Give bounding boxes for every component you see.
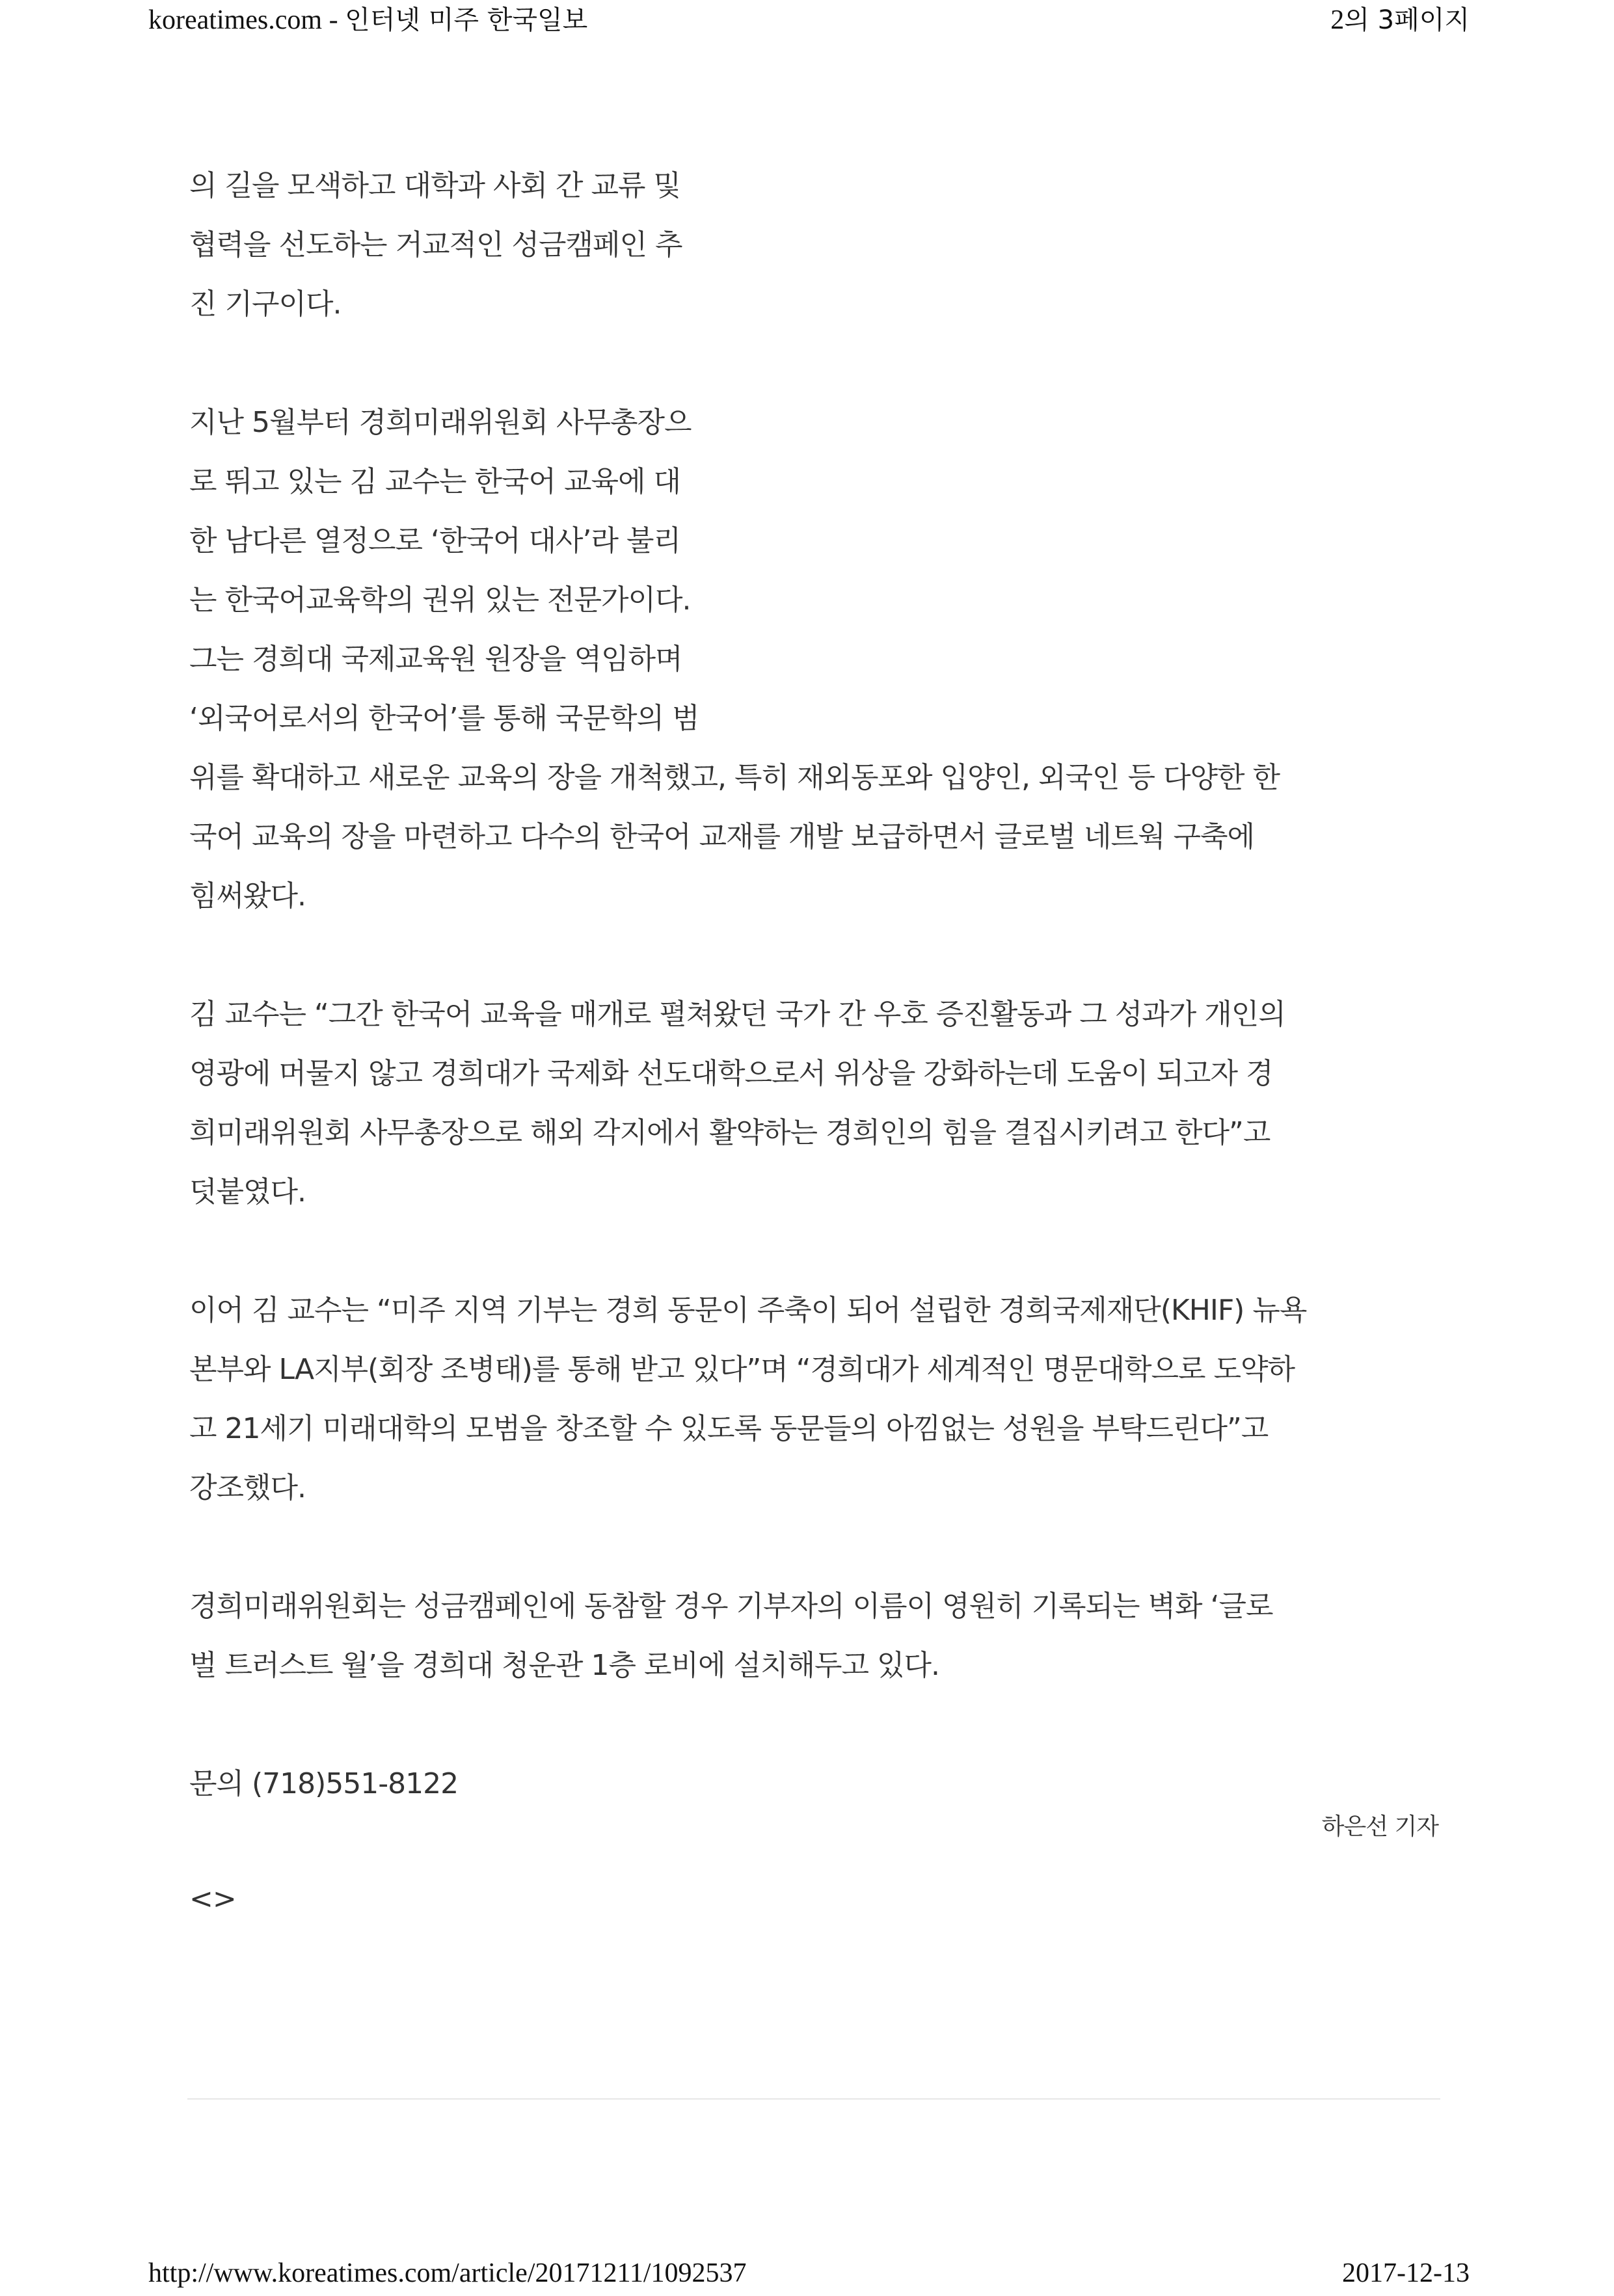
- paragraph-line: 지난 5월부터 경희미래위원회 사무총장으: [189, 406, 692, 439]
- paragraph-5: [189, 1577, 1438, 1695]
- footer-date: 2017-12-13: [1342, 2258, 1470, 2288]
- paragraph-line: 경희미래위원회는 성금캠페인에 동참할 경우 기부자의 이름이 영원히 기록되는 벽화 ‘글로: [189, 1590, 1273, 1623]
- paragraph-line: 그는 경희대 국제교육원 원장을 역임하며: [189, 643, 682, 676]
- header-site-korean: 인터넷 미주 한국일보: [345, 5, 588, 35]
- paragraph-line: 김 교수는 “그간 한국어 교육을 매개로 펼쳐왔던 국가 간 우호 증진활동과 그 성과가 개인의: [189, 998, 1285, 1031]
- paragraph-4: [189, 1281, 1438, 1517]
- paragraph-line: 본부와 LA지부(회장 조병태)를 통해 받고 있다”며 “경희대가 세계적인 명문대학으로 도약하: [189, 1353, 1295, 1386]
- paragraph-line: 의 길을 모색하고 대학과 사회 간 교류 및: [189, 169, 680, 202]
- paragraph-line: 한 남다른 열정으로 ‘한국어 대사’라 불리: [189, 524, 680, 557]
- paragraph-line: 희미래위원회 사무총장으로 해외 각지에서 활약하는 경희인의 힘을 결집시키려고 한다”고: [189, 1116, 1271, 1149]
- paragraph-line: 로 뛰고 있는 김 교수는 한국어 교육에 대: [189, 465, 680, 498]
- divider: [187, 2098, 1440, 2100]
- paragraph-line: 협력을 선도하는 거교적인 성금캠페인 추: [189, 228, 682, 261]
- paragraph-line: 는 한국어교육학의 권위 있는 전문가이다.: [189, 583, 691, 617]
- paragraph-line: 고 21세기 미래대학의 모범을 창조할 수 있도록 동문들의 아낌없는 성원을 부탁드린다”고: [189, 1412, 1269, 1445]
- paragraph-line: 힘써왔다.: [189, 879, 306, 913]
- contact-info: 문의 (718)551-8122: [189, 1767, 459, 1800]
- header-page-label: 의 3페이지: [1344, 5, 1470, 35]
- paragraph-line: ‘외국어로서의 한국어’를 통해 국문학의 범: [189, 702, 699, 735]
- paragraph-line: 위를 확대하고 새로운 교육의 장을 개척했고, 특히 재외동포와 입양인, 외국인 등 다양한 한: [189, 761, 1280, 794]
- header-site: koreatimes.com -: [148, 5, 345, 35]
- header-page-indicator: [1330, 0, 1470, 43]
- author-byline: 하은선 기자: [1321, 1813, 1438, 1840]
- footer-url[interactable]: http://www.koreatimes.com/article/20171211/1092537: [148, 2258, 747, 2288]
- paragraph-3: [189, 985, 1438, 1221]
- paragraph-line: 진 기구이다.: [189, 287, 342, 321]
- paragraph-line: 이어 김 교수는 “미주 지역 기부는 경희 동문이 주축이 되어 설립한 경희국제재단(KHIF) 뉴욕: [189, 1294, 1307, 1327]
- paragraph-1: [189, 156, 775, 334]
- header-page-number: 2: [1330, 5, 1345, 35]
- paragraph-line: 영광에 머물지 않고 경희대가 국제화 선도대학으로서 위상을 강화하는데 도움이 되고자 경: [189, 1057, 1273, 1090]
- page-header: [0, 0, 1614, 43]
- article-body: [189, 156, 1438, 1929]
- paragraph-line: 국어 교육의 장을 마련하고 다수의 한국어 교재를 개발 보급하면서 글로벌 네트웍 구축에: [189, 820, 1254, 853]
- paragraph-2: [189, 393, 1438, 926]
- page-footer: [0, 2250, 1614, 2296]
- nav-arrows[interactable]: <>: [189, 1882, 236, 1916]
- paragraph-line: 벌 트러스트 월’을 경희대 청운관 1층 로비에 설치해두고 있다.: [189, 1649, 939, 1682]
- paragraph-line: 덧붙였다.: [189, 1175, 306, 1208]
- header-site-title: [148, 0, 587, 43]
- paragraph-line: 강조했다.: [189, 1471, 306, 1504]
